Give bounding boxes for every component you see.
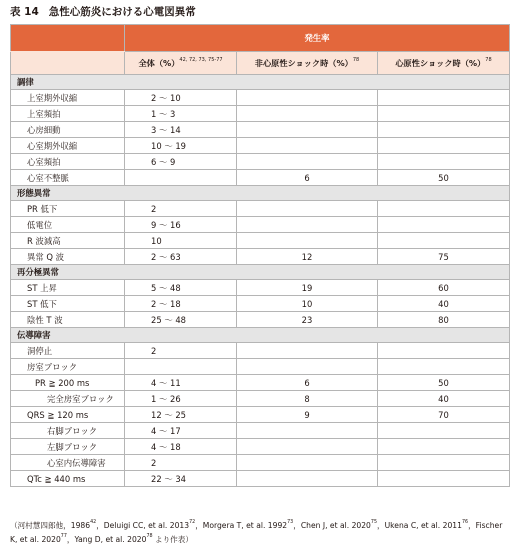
value-cell-c1: 5 ～ 48 [125, 280, 237, 296]
value-cell-c2 [237, 217, 378, 233]
table-row [11, 233, 510, 249]
value-cell-c1: 1 ～ 26 [125, 391, 237, 407]
value-cell-c1: 12 ～ 25 [125, 407, 237, 423]
header-overall: 全体（%）$^{42, 72, 73, 75-77}$ [125, 52, 237, 75]
value-cell-c3: 40 [378, 391, 510, 407]
table-row [11, 359, 510, 375]
value-cell-c2: 9 [237, 407, 378, 423]
value-cell-c2: 6 [237, 170, 378, 186]
row-label: 完全房室ブロック [11, 391, 125, 407]
value-cell-c3: 75 [378, 249, 510, 265]
value-cell-c1: 2 ～ 10 [125, 90, 237, 106]
table-title-text: 急性心筋炎における心電図異常 [48, 6, 196, 18]
value-cell-c2 [237, 106, 378, 122]
value-cell-c2: 12 [237, 249, 378, 265]
header-cardiogenic-shock: 心原性ショック時（%）$^{78}$ [378, 52, 510, 75]
row-label: 異常 Q 波 [11, 249, 125, 265]
value-cell-c2: 6 [237, 375, 378, 391]
row-label: 陰性 T 波 [11, 312, 125, 328]
table-row [11, 455, 510, 471]
table-row [11, 90, 510, 106]
row-label: 心室不整脈 [11, 170, 125, 186]
table-row [11, 407, 510, 423]
value-cell-c3 [378, 154, 510, 170]
table-row [11, 170, 510, 186]
value-cell-c2 [237, 439, 378, 455]
section-header-row [11, 186, 510, 201]
value-cell-c1: 4 ～ 17 [125, 423, 237, 439]
value-cell-c1: 1 ～ 3 [125, 106, 237, 122]
row-label: 上室期外収縮 [11, 90, 125, 106]
row-label: ST 低下 [11, 296, 125, 312]
value-cell-c3 [378, 343, 510, 359]
value-cell-c2 [237, 233, 378, 249]
value-cell-c2 [237, 423, 378, 439]
row-label: 左脚ブロック [11, 439, 125, 455]
row-label: 房室ブロック [11, 359, 125, 375]
value-cell-c3 [378, 122, 510, 138]
row-label: 心室内伝導障害 [11, 455, 125, 471]
value-cell-c1: 10 [125, 233, 237, 249]
value-cell-c2: 8 [237, 391, 378, 407]
row-label: 右脚ブロック [11, 423, 125, 439]
value-cell-c1: 2 ～ 63 [125, 249, 237, 265]
value-cell-c3: 50 [378, 170, 510, 186]
row-label: 洞停止 [11, 343, 125, 359]
value-cell-c2 [237, 343, 378, 359]
value-cell-c2 [237, 154, 378, 170]
value-cell-c3 [378, 217, 510, 233]
value-cell-c3 [378, 233, 510, 249]
header-incidence: 発生率 [125, 25, 510, 52]
value-cell-c2: 19 [237, 280, 378, 296]
section-header-row [11, 75, 510, 90]
value-cell-c1 [125, 359, 237, 375]
table-row [11, 343, 510, 359]
value-cell-c1: 2 [125, 455, 237, 471]
value-cell-c3 [378, 106, 510, 122]
value-cell-c1: 4 ～ 18 [125, 439, 237, 455]
value-cell-c3 [378, 201, 510, 217]
value-cell-c1: 10 ～ 19 [125, 138, 237, 154]
value-cell-c1: 2 [125, 343, 237, 359]
value-cell-c2 [237, 455, 378, 471]
section-header-row [11, 265, 510, 280]
table-row [11, 249, 510, 265]
table-row [11, 439, 510, 455]
value-cell-c1: 6 ～ 9 [125, 154, 237, 170]
table-row [11, 217, 510, 233]
value-cell-c3: 40 [378, 296, 510, 312]
value-cell-c3 [378, 90, 510, 106]
row-label: ST 上昇 [11, 280, 125, 296]
row-label: 心室期外収縮 [11, 138, 125, 154]
header-corner-cell [11, 25, 125, 52]
value-cell-c1: 22 ～ 34 [125, 471, 237, 487]
source-footnote: （河村慧四郎他，1986$^{42}$，Deluigi CC, et al. 2013$^{72}$，Morgera T, et al. 1992$^{73}$，Chen J, et al. 2020$^{75}$，Ukena C, et al. 2011$^{76}$，Fischer K, et al. 2020$^{77}$，Yang D, et al. 2020$^{78}$ より作表） [10, 520, 503, 544]
table-row [11, 296, 510, 312]
row-label: 心房細動 [11, 122, 125, 138]
value-cell-c2: 23 [237, 312, 378, 328]
value-cell-c1: 4 ～ 11 [125, 375, 237, 391]
table-row [11, 138, 510, 154]
table-row [11, 471, 510, 487]
row-label: QTc ≧ 440 ms [11, 471, 125, 487]
row-label: PR 低下 [11, 201, 125, 217]
value-cell-c2 [237, 90, 378, 106]
value-cell-c3: 70 [378, 407, 510, 423]
table-row [11, 154, 510, 170]
row-label: R 波減高 [11, 233, 125, 249]
value-cell-c2 [237, 359, 378, 375]
table-row [11, 122, 510, 138]
table-row [11, 312, 510, 328]
value-cell-c3 [378, 455, 510, 471]
row-label: 上室頻拍 [11, 106, 125, 122]
value-cell-c1: 2 [125, 201, 237, 217]
section-title: 形態異常 [11, 186, 510, 201]
value-cell-c3 [378, 439, 510, 455]
header-noncardiogenic-shock: 非心原性ショック時（%）$^{78}$ [237, 52, 378, 75]
header-corner-cell-lower [11, 52, 125, 75]
row-label: 心室頻拍 [11, 154, 125, 170]
value-cell-c3 [378, 359, 510, 375]
table-number: 表 14 [10, 6, 39, 18]
value-cell-c2 [237, 122, 378, 138]
table-body [11, 75, 510, 487]
ecg-abnormality-table [10, 24, 510, 487]
table-row [11, 201, 510, 217]
value-cell-c3: 50 [378, 375, 510, 391]
row-label: 低電位 [11, 217, 125, 233]
value-cell-c2 [237, 138, 378, 154]
value-cell-c2 [237, 201, 378, 217]
section-title: 再分極異常 [11, 265, 510, 280]
value-cell-c1: 3 ～ 14 [125, 122, 237, 138]
value-cell-c1: 25 ～ 48 [125, 312, 237, 328]
section-title: 調律 [11, 75, 510, 90]
row-label: PR ≧ 200 ms [11, 375, 125, 391]
value-cell-c3: 80 [378, 312, 510, 328]
value-cell-c1 [125, 170, 237, 186]
value-cell-c3 [378, 471, 510, 487]
table-row [11, 106, 510, 122]
section-header-row [11, 328, 510, 343]
value-cell-c1: 2 ～ 18 [125, 296, 237, 312]
table-row [11, 423, 510, 439]
table-row [11, 280, 510, 296]
table-title [10, 4, 196, 19]
row-label: QRS ≧ 120 ms [11, 407, 125, 423]
section-title: 伝導障害 [11, 328, 510, 343]
value-cell-c3: 60 [378, 280, 510, 296]
table-row [11, 375, 510, 391]
table-row [11, 391, 510, 407]
value-cell-c3 [378, 423, 510, 439]
value-cell-c3 [378, 138, 510, 154]
value-cell-c2 [237, 471, 378, 487]
value-cell-c2: 10 [237, 296, 378, 312]
value-cell-c1: 9 ～ 16 [125, 217, 237, 233]
